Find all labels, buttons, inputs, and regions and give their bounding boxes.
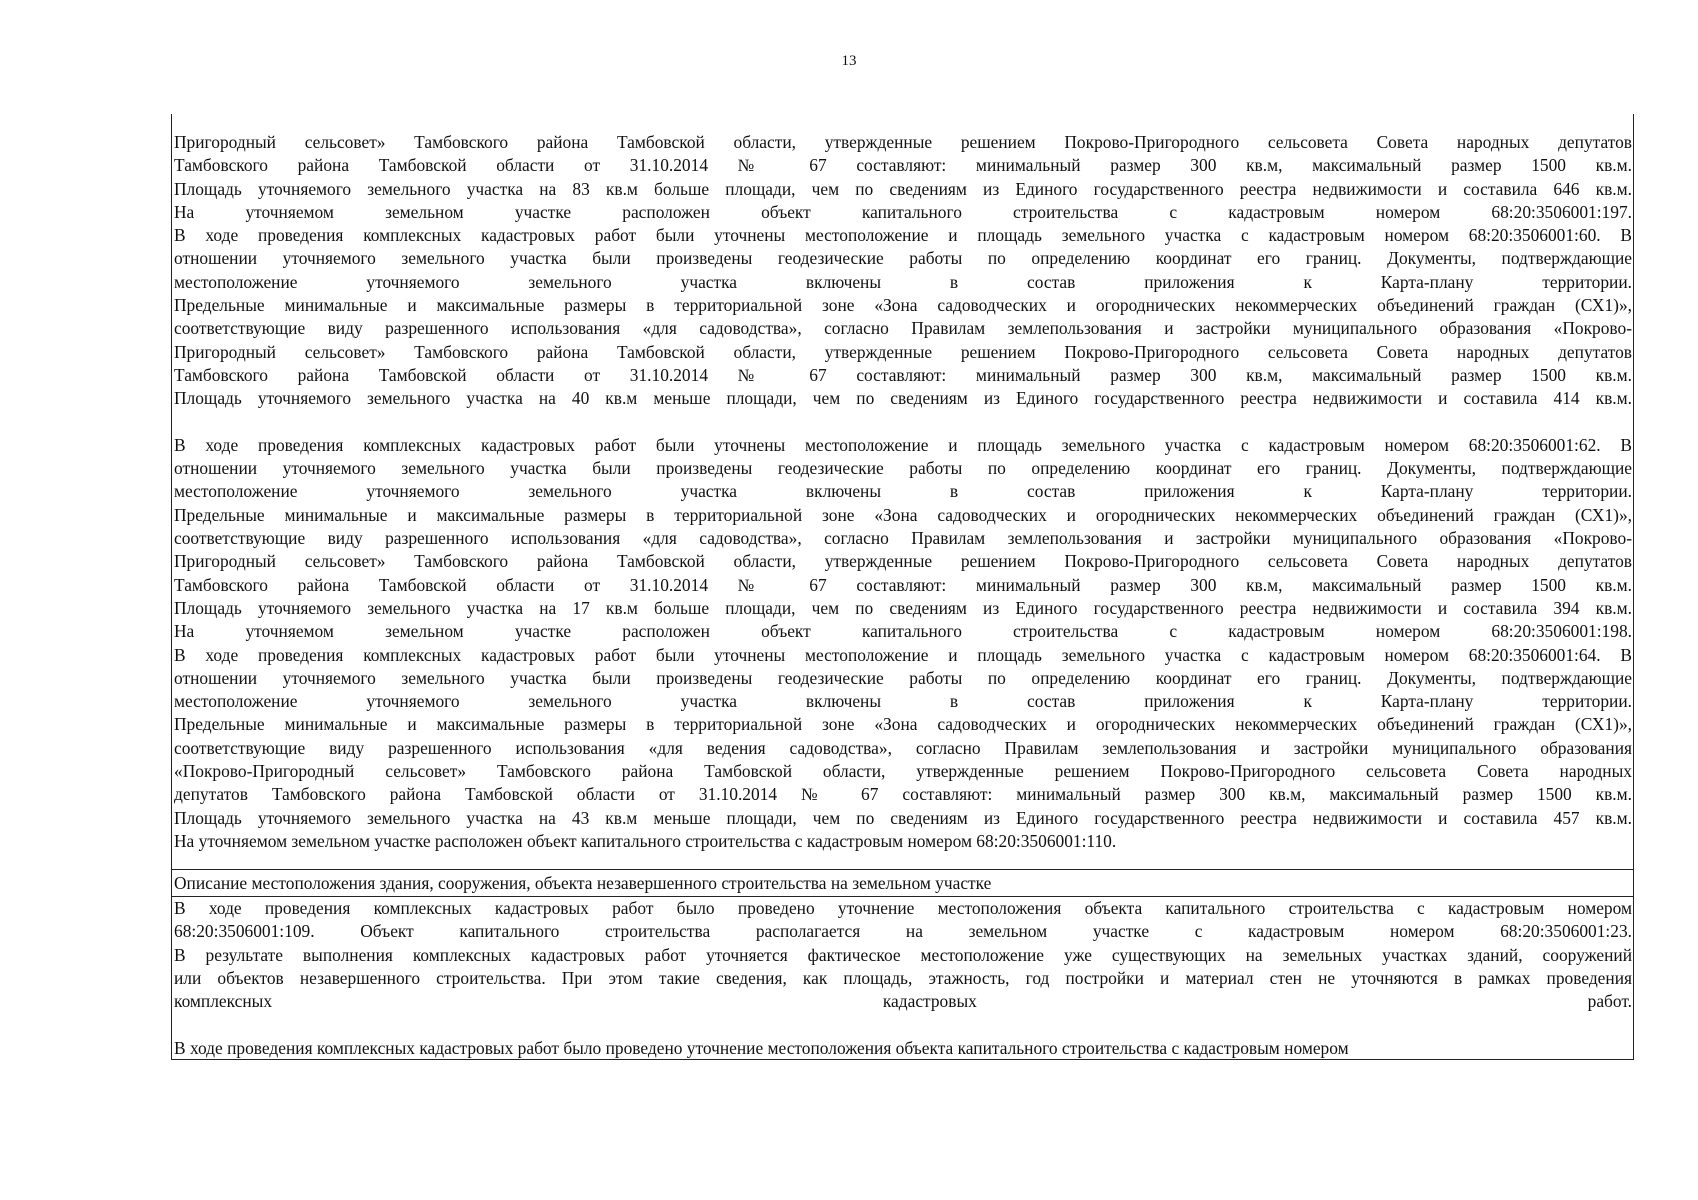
text-line: Предельные минимальные и максимальные размеры в территориальной зоне «Зона садоводческих и огороднических некоммерческих объединений граждан (СХ1)», bbox=[174, 295, 1632, 316]
text-line: местоположение уточняемого земельного участка включены в состав приложения к Карта-плану территории. bbox=[174, 271, 1632, 292]
upper-text-cell bbox=[172, 131, 1633, 853]
lower-text-cell bbox=[172, 897, 1633, 1060]
text-line: Площадь уточняемого земельного участка на 83 кв.м больше площади, чем по сведениям из Единого государственного реестра недвижимости и составила 646 кв.м. bbox=[174, 178, 1632, 199]
text-line: В ходе проведения комплексных кадастровых работ было проведено уточнение местоположения объекта капитального строительства с кадастровым номером bbox=[174, 1037, 1349, 1058]
text-line: На уточняемом земельном участке расположен объект капитального строительства с кадастровым номером 68:20:3506001:198. bbox=[174, 621, 1632, 642]
text-line: местоположение уточняемого земельного участка включены в состав приложения к Карта-плану территории. bbox=[174, 691, 1632, 712]
text-line: Тамбовского района Тамбовской области от 31.10.2014 № 67 составляют: минимальный размер 300 кв.м, максимальный размер 1500 кв.м. bbox=[174, 574, 1632, 595]
text-line: Пригородный сельсовет» Тамбовского района Тамбовской области, утвержденные решением Покрово-Пригородного сельсовета Совета народных депутатов bbox=[174, 551, 1632, 572]
text-line: Предельные минимальные и максимальные размеры в территориальной зоне «Зона садоводческих и огороднических некоммерческих объединений граждан (СХ1)», bbox=[174, 504, 1632, 525]
text-line: местоположение уточняемого земельного участка включены в состав приложения к Карта-плану территории. bbox=[174, 481, 1632, 502]
text-line: В ходе проведения комплексных кадастровых работ было проведено уточнение местоположения объекта капитального строительства с кадастровым номером bbox=[174, 898, 1632, 918]
text-line: На уточняемом земельном участке расположен объект капитального строительства с кадастровым номером 68:20:3506001:197. bbox=[174, 201, 1632, 222]
cadastral-table bbox=[171, 114, 1634, 1060]
text-line: В результате выполнения комплексных кадастровых работ уточняется фактическое местоположение уже существующих на земельных участках зданий, сооружений bbox=[174, 944, 1632, 965]
text-line: Тамбовского района Тамбовской области от 31.10.2014 № 67 составляют: минимальный размер 300 кв.м, максимальный размер 1500 кв.м. bbox=[174, 364, 1632, 385]
text-line: 68:20:3506001:109. Объект капитального строительства располагается на земельном участке с кадастровым номером 68:20:3506001:23. bbox=[174, 921, 1632, 942]
paragraph-block-c bbox=[174, 897, 1632, 1013]
text-line: В ходе проведения комплексных кадастровых работ были уточнены местоположение и площадь земельного участка с кадастровым номером 68:20:3506001:60. В bbox=[174, 225, 1632, 246]
text-line: Пригородный сельсовет» Тамбовского района Тамбовской области, утвержденные решением Покрово-Пригородного сельсовета Совета народных депутатов bbox=[174, 132, 1632, 152]
text-line: В ходе проведения комплексных кадастровых работ были уточнены местоположение и площадь земельного участка с кадастровым номером 68:20:3506001:64. В bbox=[174, 644, 1632, 665]
section-heading: Описание местоположения здания, сооружения, объекта незавершенного строительства на земельном участке bbox=[174, 873, 992, 893]
paragraph-block-d bbox=[174, 1037, 1632, 1060]
text-line: Площадь уточняемого земельного участка на 40 кв.м меньше площади, чем по сведениям из Единого государственного реестра недвижимости и составила 414 кв.м. bbox=[174, 388, 1632, 409]
text-line: На уточняемом земельном участке расположен объект капитального строительства с кадастровым номером 68:20:3506001:110. bbox=[174, 830, 1117, 851]
paragraph-block-a bbox=[174, 131, 1632, 411]
text-line: соответствующие виду разрешенного использования «для садоводства», согласно Правилам землепользования и застройки муниципального образования «Покрово- bbox=[174, 318, 1632, 339]
text-line: или объектов незавершенного строительства. При этом такие сведения, как площадь, этажность, год постройки и материал стен не уточняются в рамках проведения bbox=[174, 967, 1632, 988]
text-line: отношении уточняемого земельного участка были произведены геодезические работы по определению координат его границ. Документы, подтверждающие bbox=[174, 458, 1632, 479]
text-line: комплексных кадастровых работ. bbox=[174, 991, 1632, 1012]
section-heading-cell bbox=[172, 869, 1633, 897]
text-line: отношении уточняемого земельного участка были произведены геодезические работы по определению координат его границ. Документы, подтверждающие bbox=[174, 248, 1632, 269]
text-line: отношении уточняемого земельного участка были произведены геодезические работы по определению координат его границ. Документы, подтверждающие bbox=[174, 667, 1632, 688]
text-line: Площадь уточняемого земельного участка на 43 кв.м меньше площади, чем по сведениям из Единого государственного реестра недвижимости и составила 457 кв.м. bbox=[174, 807, 1632, 828]
text-line: «Покрово-Пригородный сельсовет» Тамбовского района Тамбовской области, утвержденные решением Покрово-Пригородного сельсовета Совета народных bbox=[174, 761, 1632, 782]
text-line: В ходе проведения комплексных кадастровых работ были уточнены местоположение и площадь земельного участка с кадастровым номером 68:20:3506001:62. В bbox=[174, 434, 1632, 455]
paragraph-block-b bbox=[174, 434, 1632, 853]
text-line: Площадь уточняемого земельного участка на 17 кв.м больше площади, чем по сведениям из Единого государственного реестра недвижимости и составила 394 кв.м. bbox=[174, 597, 1632, 618]
text-line: соответствующие виду разрешенного использования «для ведения садоводства», согласно Правилам землепользования и застройки муниципального образования bbox=[174, 737, 1632, 758]
page-number: 13 bbox=[841, 53, 857, 69]
text-line: Тамбовского района Тамбовской области от 31.10.2014 № 67 составляют: минимальный размер 300 кв.м, максимальный размер 1500 кв.м. bbox=[174, 155, 1632, 176]
text-line: Предельные минимальные и максимальные размеры в территориальной зоне «Зона садоводческих и огороднических некоммерческих объединений граждан (СХ1)», bbox=[174, 714, 1632, 735]
text-line: соответствующие виду разрешенного использования «для садоводства», согласно Правилам землепользования и застройки муниципального образования «Покрово- bbox=[174, 528, 1632, 549]
text-line: депутатов Тамбовского района Тамбовской области от 31.10.2014 № 67 составляют: минимальный размер 300 кв.м, максимальный размер 1500 кв.м. bbox=[174, 784, 1632, 805]
text-line: Пригородный сельсовет» Тамбовского района Тамбовской области, утвержденные решением Покрово-Пригородного сельсовета Совета народных депутатов bbox=[174, 341, 1632, 362]
